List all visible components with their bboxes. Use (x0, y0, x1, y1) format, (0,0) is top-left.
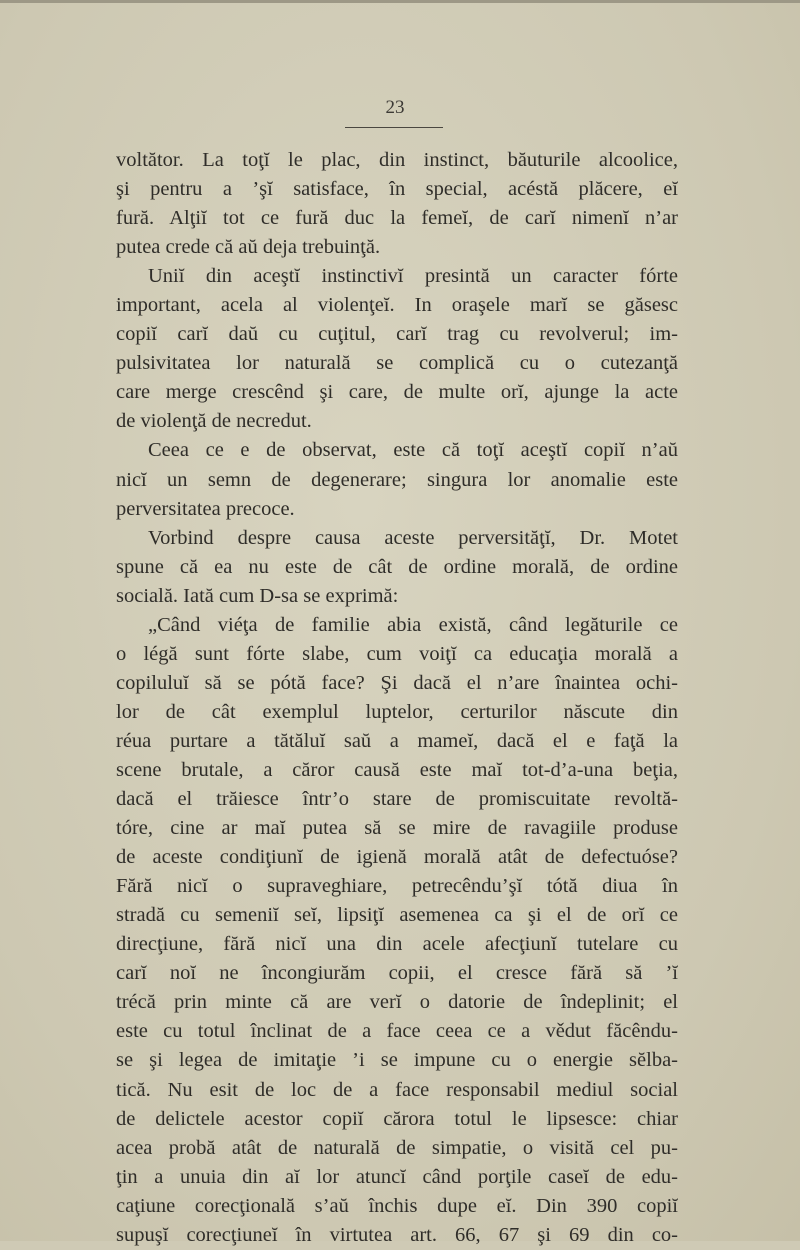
text-line: stradă cu semeniĭ seĭ, lipsiţĭ asemenea ca şi el de orĭ ce (116, 904, 678, 927)
text-line: se şi legea de imitaţie ’i se impune cu o energie sĕlba- (116, 1049, 678, 1072)
text-line: spune că ea nu este de cât de ordine morală, de ordine (116, 555, 678, 578)
text-line: supuşĭ corecţiuneĭ în virtutea art. 66, 67 şi 69 din co- (116, 1223, 678, 1246)
page-number-rule (345, 127, 443, 128)
text-line: carĭ noĭ ne încongiurăm copii, el cresce fără să ’ĭ (116, 962, 678, 985)
text-line: dacă el trăiesce într’o stare de promiscuitate revoltă- (116, 788, 678, 811)
page-top-edge (0, 0, 800, 3)
text-line: ţin a unuia din aĭ lor atuncĭ când porţile caseĭ de edu- (116, 1165, 678, 1188)
text-line: Ceea ce e de observat, este că toţĭ aceştĭ copiĭ n’aŭ (148, 439, 678, 462)
text-line: scene brutale, a căror causă este maĭ tot-d’a-una beţia, (116, 758, 678, 781)
text-line: direcţiune, fără nicĭ una din acele afecţiunĭ tutelare cu (116, 933, 678, 956)
text-line: putea crede că aŭ deja trebuinţă. (116, 236, 381, 259)
text-line: şi pentru a ’şĭ satisface, în special, acéstă plăcere, eĭ (116, 178, 678, 201)
text-line: Fără nicĭ o supraveghiare, petrecêndu’şĭ tótă diua în (116, 875, 678, 898)
text-line: voltător. La toţĭ le plac, din instinct, băuturile alcoolice, (116, 149, 678, 171)
text-line: perversitatea precoce. (116, 497, 295, 520)
text-line: socială. Iată cum D-sa se exprimă: (116, 584, 399, 607)
text-line: copiluluĭ să se pótă face? Şi dacă el n’are înaintea ochi- (116, 671, 678, 694)
text-line: lor de cât exemplul luptelor, certurilor născute din (116, 700, 678, 723)
text-line: Vorbind despre causa aceste perversităţĭ, Dr. Motet (148, 526, 678, 549)
text-line: o légă sunt fórte slabe, cum voiţĭ ca educaţia morală a (116, 642, 678, 665)
text-line: copiĭ carĭ daŭ cu cuţitul, carĭ trag cu revolverul; im- (116, 323, 678, 346)
text-line: de violenţă de necredut. (116, 410, 312, 433)
text-line: de aceste condiţiunĭ de igienă morală atât de defectuóse? (116, 846, 678, 869)
text-line: tică. Nu esit de loc de a face responsabil mediul social (116, 1078, 678, 1101)
text-line: caţiune corecţională s’aŭ închis dupe eĭ. Din 390 copiĭ (116, 1194, 678, 1217)
text-line: acea probă atât de naturală de simpatie, o visită cel pu- (116, 1136, 678, 1159)
text-line: réua purtare a tătăluĭ saŭ a mameĭ, dacă el e faţă la (116, 729, 678, 752)
text-line: nicĭ un semn de degenerare; singura lor anomalie este (116, 468, 678, 491)
text-line: tóre, cine ar maĭ putea să se mire de ravagiile produse (116, 817, 678, 840)
body-text (116, 146, 678, 1250)
text-line: de delictele acestor copiĭ cărora totul le lipsesce: chiar (116, 1107, 678, 1130)
text-line: fură. Alţiĭ tot ce fură duc la femeĭ, de carĭ nimenĭ n’ar (116, 207, 678, 230)
text-line: care merge crescênd şi care, de multe orĭ, ajunge la acte (116, 381, 678, 404)
text-line: trécă prin minte că are verĭ o datorie de îndeplinit; el (116, 991, 678, 1014)
text-line: pulsivitatea lor naturală se complică cu o cutezanţă (116, 352, 678, 375)
text-line: este cu totul înclinat de a face ceea ce a vědut făcêndu- (116, 1020, 678, 1043)
page-number: 23 (385, 97, 405, 118)
text-line: important, acela al violenţeĭ. In oraşele marĭ se găsesc (116, 294, 678, 317)
text-line: Uniĭ din aceştĭ instinctivĭ presintă un caracter fórte (148, 265, 678, 288)
text-line: „Când viéţa de familie abia există, când legăturile ce (148, 613, 678, 636)
